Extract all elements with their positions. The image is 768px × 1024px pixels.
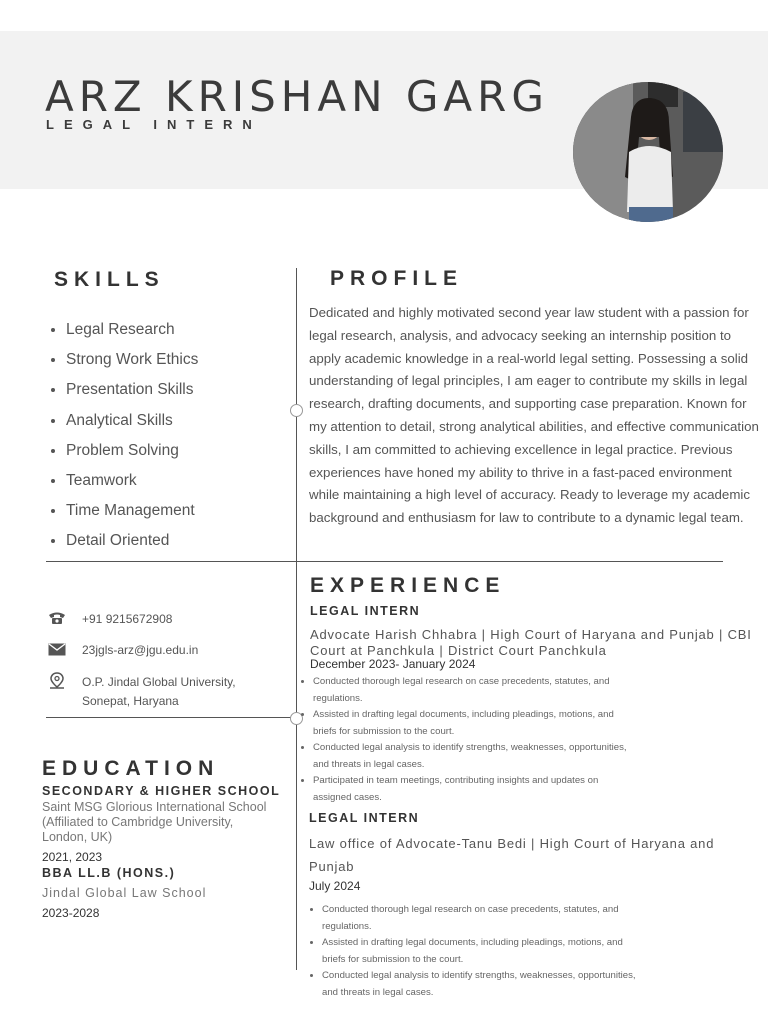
- skill-item: • Time Management: [66, 499, 198, 529]
- job-role: LEGAL INTERN: [309, 811, 420, 825]
- profile-text: Dedicated and highly motivated second year law student with a passion for legal research, analysis, and advocacy seeking an internship position to apply academic knowledge in a real-world legal setting. Possessing a solid understanding of legal principles, I am eager to contribute my skills in legal research, drafting documents, and supporting case preparation. Known for my attention to detail, strong analytical abilities, and effective communication skills, I am committed to achieving excellence in legal practice. Previous experiences have honed my ability to thrive in a fast-paced environment while maintaining a high level of accuracy. Ready to leverage my academic background and enthusiasm for law to contribute to a dynamic legal team.: [309, 305, 759, 526]
- skill-item: • Teamwork: [66, 469, 198, 499]
- education-degree: SECONDARY & HIGHER SCHOOL: [42, 784, 281, 798]
- skill-item: • Detail Oriented: [66, 529, 198, 559]
- job-organization: Law office of Advocate-Tanu Bedi | High Court of Haryana and Punjab: [309, 836, 715, 874]
- contact-email: [46, 641, 198, 660]
- skill-item: • Problem Solving: [66, 439, 198, 469]
- education-degree: BBA LL.B (HONS.): [42, 866, 176, 880]
- phone-icon: [46, 610, 68, 626]
- divider-node: [290, 404, 303, 417]
- contact-address: [46, 673, 236, 711]
- duty-item: • Conducted thorough legal research on case precedents, statutes, and regulations.: [322, 902, 642, 935]
- duty-item: • Assisted in drafting legal documents, including pleadings, motions, and briefs for submission to the court.: [322, 935, 642, 968]
- duty-item: • Conducted legal analysis to identify strengths, weaknesses, opportunities, and threats in legal cases.: [322, 968, 642, 1001]
- education-title: EDUCATION: [42, 757, 220, 780]
- profile-title: PROFILE: [330, 267, 464, 290]
- candidate-role: LEGAL INTERN: [46, 117, 262, 132]
- location-pin-icon: [46, 673, 68, 689]
- address-line: O.P. Jindal Global University,: [82, 675, 236, 689]
- job-date: July 2024: [309, 879, 361, 893]
- job-organization: Advocate Harish Chhabra | High Court of Haryana and Punjab | CBI Court at Panchkula | District Court Panchkula: [310, 627, 752, 658]
- divider-horizontal: [46, 561, 723, 562]
- skills-list: [44, 318, 198, 560]
- skill-item: • Legal Research: [66, 318, 198, 348]
- skill-item: • Analytical Skills: [66, 409, 198, 439]
- phone-number: +91 9215672908: [82, 612, 173, 626]
- contact-phone: [46, 610, 172, 629]
- candidate-name: ARZ KRISHAN GARG: [45, 72, 549, 121]
- skill-item: • Presentation Skills: [66, 378, 198, 408]
- email-address: 23jgls-arz@jgu.edu.in: [82, 643, 199, 657]
- education-school: Jindal Global Law School: [42, 886, 207, 900]
- education-years: 2021, 2023: [42, 850, 103, 864]
- skills-title: SKILLS: [54, 268, 165, 291]
- education-years: 2023-2028: [42, 906, 100, 920]
- divider-vertical: [296, 564, 297, 970]
- duty-item: • Participated in team meetings, contributing insights and updates on assigned cases.: [313, 773, 633, 806]
- experience-title: EXPERIENCE: [310, 574, 506, 597]
- job-duties: [303, 674, 633, 806]
- address: [82, 673, 236, 711]
- job-role: LEGAL INTERN: [310, 604, 421, 618]
- address-line: Sonepat, Haryana: [82, 694, 179, 708]
- job-duties: [312, 902, 642, 1001]
- divider-horizontal: [46, 717, 296, 718]
- education-school: Saint MSG Glorious International School (Affiliated to Cambridge University, London, UK): [42, 800, 267, 844]
- job-date: December 2023- January 2024: [310, 657, 476, 671]
- profile-photo: [573, 82, 723, 222]
- skill-item: • Strong Work Ethics: [66, 348, 198, 378]
- duty-item: • Assisted in drafting legal documents, including pleadings, motions, and briefs for submission to the court.: [313, 707, 633, 740]
- duty-item: • Conducted legal analysis to identify strengths, weaknesses, opportunities, and threats in legal cases.: [313, 740, 633, 773]
- mail-icon: [46, 641, 68, 657]
- duty-item: • Conducted thorough legal research on case precedents, statutes, and regulations.: [313, 674, 633, 707]
